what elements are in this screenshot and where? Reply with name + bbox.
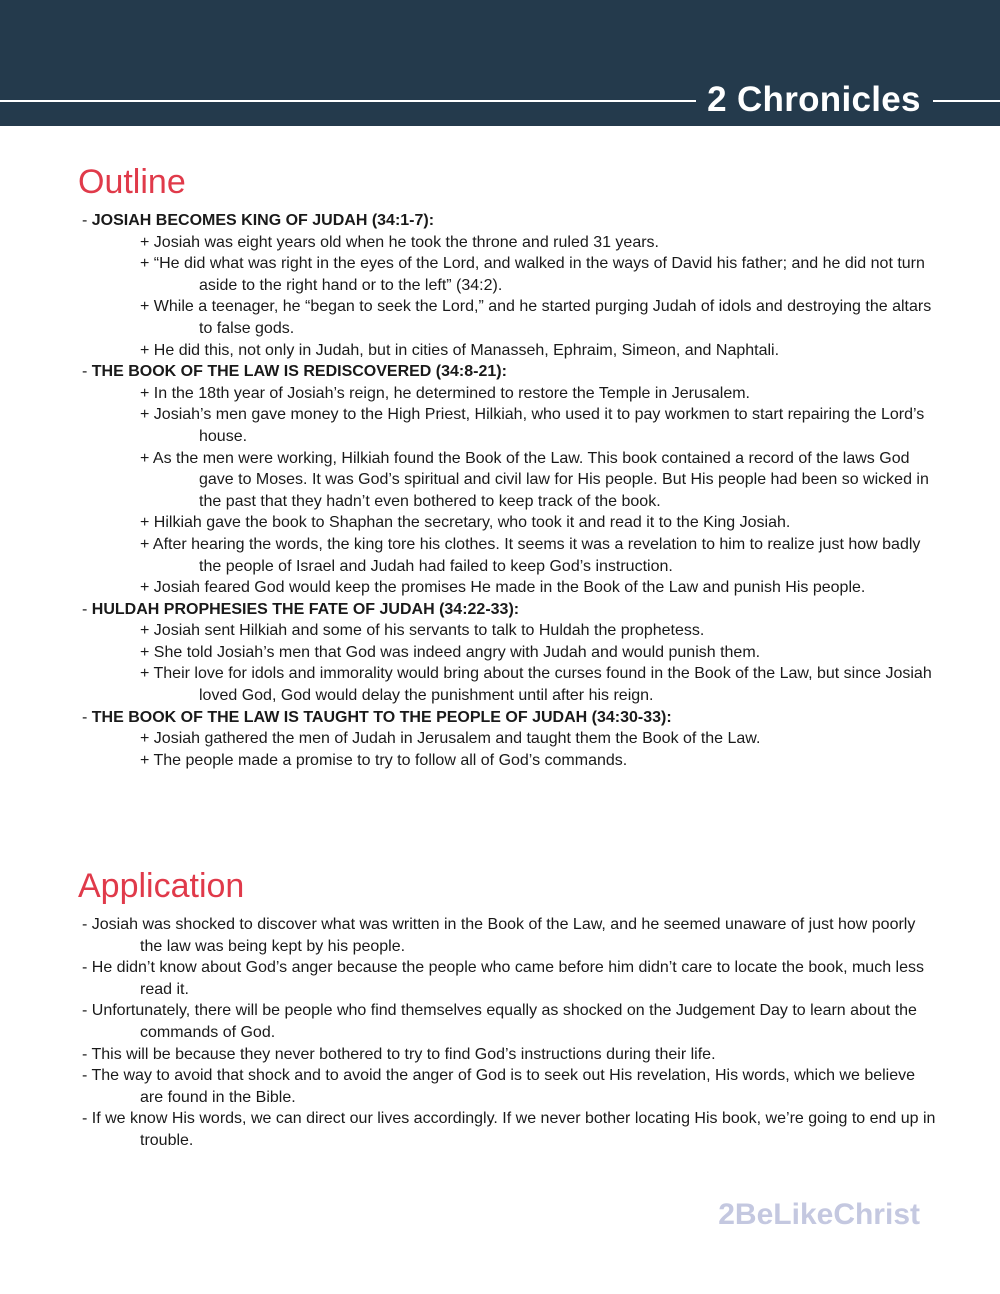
outline-section-title: - HULDAH PROPHESIES THE FATE OF JUDAH (34:22-33): — [82, 600, 520, 618]
outline-section-title-text: THE BOOK OF THE LAW IS TAUGHT TO THE PEOPLE OF JUDAH (34:30-33): — [91, 708, 672, 726]
outline-heading: Outline — [78, 163, 186, 201]
outline-point: + As the men were working, Hilkiah found the Book of the Law. This book contained a record of the laws God gave to Moses. It was God’s spiritual and civil law for His people. But His people had been so wicked in the past that they hadn’t even bothered to keep track of the book. — [140, 449, 929, 510]
outline-point: + Josiah gathered the men of Judah in Jerusalem and taught them the Book of the Law. — [140, 730, 761, 748]
outline-point: + She told Josiah’s men that God was indeed angry with Judah and would punish them. — [140, 643, 761, 661]
outline-point: + “He did what was right in the eyes of the Lord, and walked in the ways of David his father; and he did not turn aside to the right hand or to the left” (34:2). — [140, 255, 925, 294]
outline-point: + Josiah feared God would keep the promises He made in the Book of the Law and punish His people. — [140, 579, 866, 597]
footer-brand: 2BeLikeChrist — [718, 1198, 920, 1231]
outline-point: + Josiah sent Hilkiah and some of his servants to talk to Huldah the prophetess. — [140, 622, 705, 640]
header-rule-left — [0, 100, 696, 102]
outline-point: + After hearing the words, the king tore his clothes. It seems it was a revelation to him to realize just how badly the people of Israel and Judah had failed to keep God’s instruction. — [140, 535, 921, 575]
application-point: - Unfortunately, there will be people who find themselves equally as shocked on the Judgement Day to learn about the commands of God. — [82, 1002, 917, 1041]
outline-point: + While a teenager, he “began to seek the Lord,” and he started purging Judah of idols and destroying the altars to false gods. — [140, 298, 932, 337]
outline-point: + In the 18th year of Josiah’s reign, he determined to restore the Temple in Jerusalem. — [140, 384, 750, 402]
application-point: - The way to avoid that shock and to avoid the anger of God is to seek out His revelation, His words, which we believe are found in the Bible. — [82, 1067, 916, 1106]
application-content — [82, 914, 942, 1152]
outline-point: + He did this, not only in Judah, but in cities of Manasseh, Ephraim, Simeon, and Naphtali. — [140, 341, 780, 359]
outline-point: + Their love for idols and immorality would bring about the curses found in the Book of the Law, but since Josiah loved God, God would delay the punishment until after his reign. — [140, 665, 932, 705]
outline-section-title: - THE BOOK OF THE LAW IS TAUGHT TO THE PEOPLE OF JUDAH (34:30-33): — [82, 708, 672, 726]
outline-section-title-text: HULDAH PROPHESIES THE FATE OF JUDAH (34:22-33): — [91, 600, 520, 618]
outline-section-title-text: THE BOOK OF THE LAW IS REDISCOVERED (34:8-21): — [91, 363, 507, 381]
outline-point: + Josiah was eight years old when he took the throne and ruled 31 years. — [140, 233, 659, 251]
application-point: - He didn’t know about God’s anger because the people who came before him didn’t care to locate the book, much less read it. — [82, 959, 924, 998]
header-rule-right — [933, 100, 1000, 102]
outline-point: + The people made a promise to try to follow all of God’s commands. — [140, 751, 628, 769]
outline-point: + Josiah’s men gave money to the High Priest, Hilkiah, who used it to pay workmen to start repairing the Lord’s house. — [140, 406, 925, 445]
outline-content — [82, 210, 942, 771]
application-point: - If we know His words, we can direct our lives accordingly. If we never bother locating His book, we’re going to end up in trouble. — [82, 1110, 936, 1149]
page-title: 2 Chronicles — [707, 80, 921, 119]
header-banner — [0, 0, 1000, 126]
outline-point: + Hilkiah gave the book to Shaphan the secretary, who took it and read it to the King Josiah. — [140, 514, 791, 532]
application-point: - This will be because they never bothered to try to find God’s instructions during their life. — [82, 1045, 716, 1063]
application-point: - Josiah was shocked to discover what was written in the Book of the Law, and he seemed unaware of just how poorly the law was being kept by his people. — [82, 916, 916, 955]
outline-section-title-text: JOSIAH BECOMES KING OF JUDAH (34:1-7): — [91, 212, 435, 229]
outline-section-title: - THE BOOK OF THE LAW IS REDISCOVERED (34:8-21): — [82, 363, 507, 381]
outline-section-title: - JOSIAH BECOMES KING OF JUDAH (34:1-7): — [82, 212, 435, 229]
application-heading: Application — [78, 867, 245, 905]
